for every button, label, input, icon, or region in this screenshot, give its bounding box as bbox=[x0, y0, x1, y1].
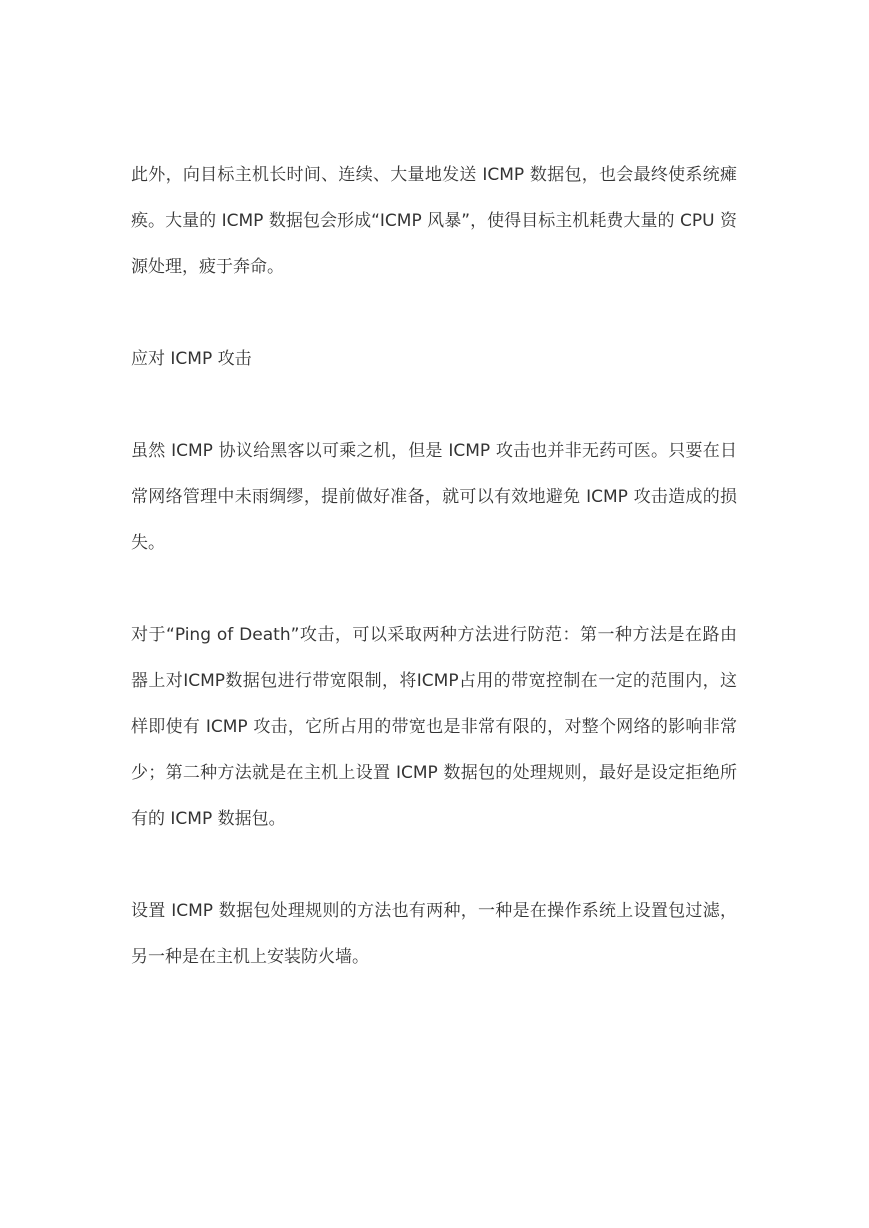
document-body bbox=[131, 152, 737, 980]
paragraph-spacer bbox=[131, 566, 737, 612]
paragraph-spacer bbox=[131, 382, 737, 428]
paragraph-spacer bbox=[131, 290, 737, 336]
paragraph-spacer bbox=[131, 842, 737, 888]
paragraph-icmp-prevention: 虽然 ICMP 协议给黑客以可乘之机，但是 ICMP 攻击也并非无药可医。只要在日常网络管理中未雨绸缪，提前做好准备，就可以有效地避免 ICMP 攻击造成的损失。 bbox=[131, 441, 737, 553]
section-heading-icmp-defense: 应对 ICMP 攻击 bbox=[131, 349, 252, 369]
paragraph-ping-of-death: 对于“Ping of Death”攻击，可以采取两种方法进行防范：第一种方法是在路由器上对ICMP数据包进行带宽限制，将ICMP占用的带宽控制在一定的范围内，这样即使有 ICMP 攻击，它所占用的带宽也是非常有限的，对整个网络的影响非常少；第二种方法就是在主机上设置 ICMP 数据包的处理规则，最好是设定拒绝所有的 ICMP 数据包。 bbox=[131, 625, 737, 829]
paragraph-icmp-rules: 设置 ICMP 数据包处理规则的方法也有两种，一种是在操作系统上设置包过滤，另一种是在主机上安装防火墙。 bbox=[131, 901, 737, 967]
paragraph-icmp-storm: 此外，向目标主机长时间、连续、大量地发送 ICMP 数据包，也会最终使系统瘫痪。大量的 ICMP 数据包会形成“ICMP 风暴”，使得目标主机耗费大量的 CPU 资源处理，疲于奔命。 bbox=[131, 165, 737, 277]
